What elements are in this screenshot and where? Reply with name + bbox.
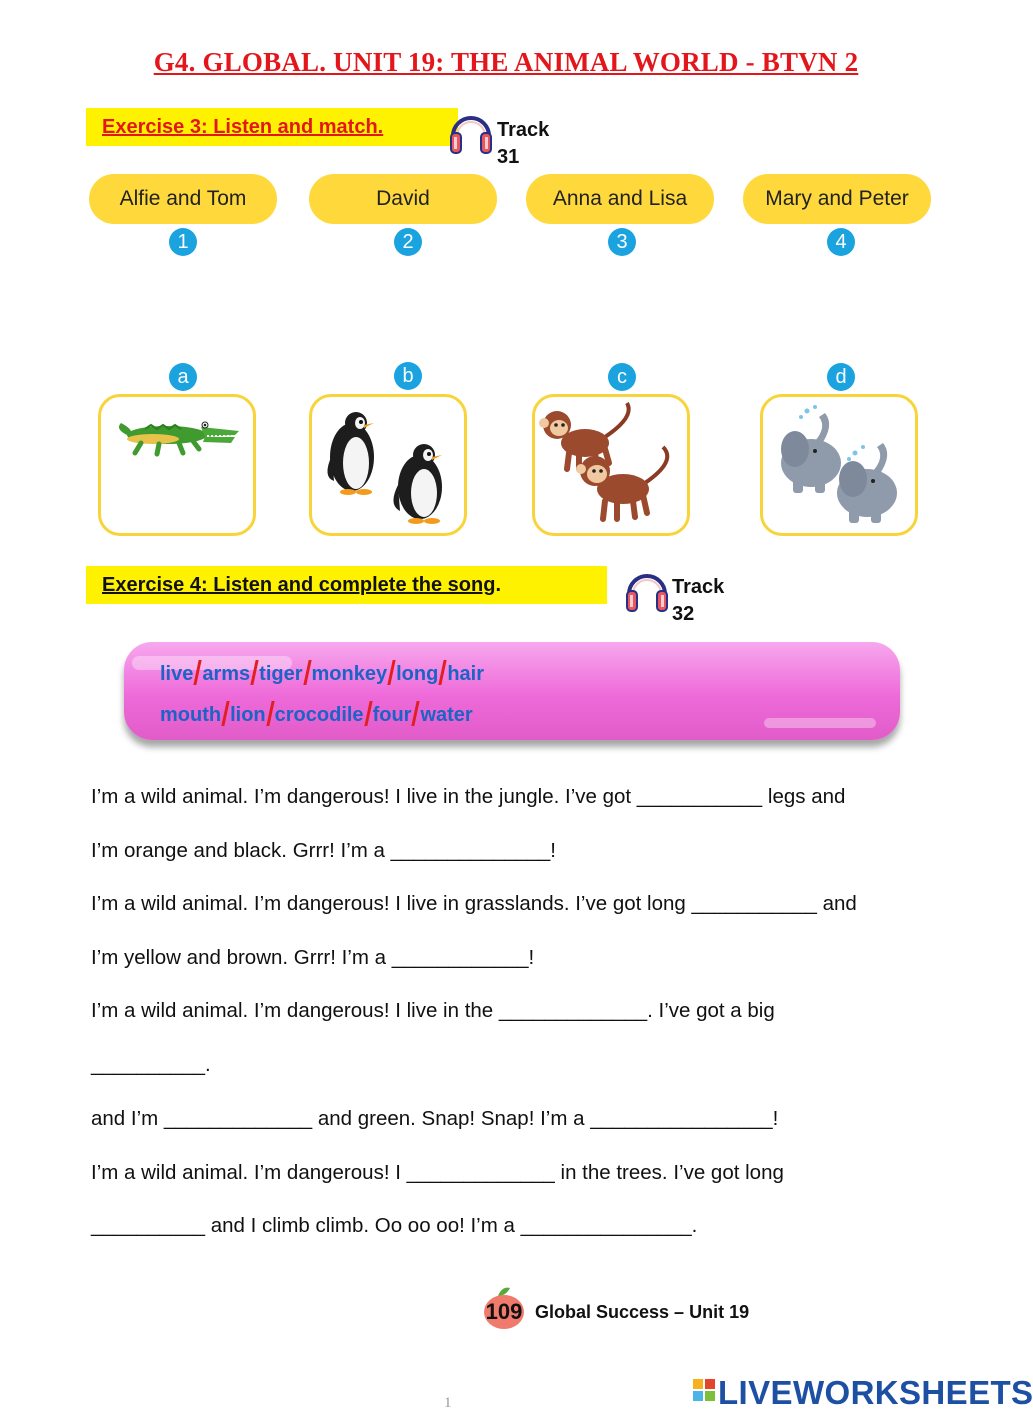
letter-badge-d[interactable]: d — [827, 363, 855, 391]
page-number: 1 — [444, 1395, 452, 1411]
exercise4-heading-period: . — [495, 574, 502, 596]
song-line: I’m a wild animal. I’m dangerous! I live in the jungle. I’ve got ___________ legs and — [91, 785, 846, 808]
letter-badge-c[interactable]: c — [608, 363, 636, 391]
word-bank-item: lion — [230, 704, 266, 726]
exercise3-heading: Exercise 3: Listen and match. — [102, 116, 384, 138]
word-bank-item: water — [420, 704, 473, 726]
word-bank-item: crocodile — [274, 704, 364, 726]
exercise4-banner — [86, 566, 607, 604]
song-line: I’m yellow and brown. Grrr! I’m a ____________! — [91, 946, 535, 969]
picture-box-d[interactable] — [760, 394, 918, 536]
song-line: I’m orange and black. Grrr! I’m a ______________! — [91, 839, 556, 862]
footer-unit-text: Global Success – Unit 19 — [535, 1302, 750, 1322]
word-bank-item: mouth — [160, 704, 222, 726]
picture-box-a[interactable] — [98, 394, 256, 536]
name-pill-4: Mary and Peter — [743, 174, 931, 224]
word-bank-item: arms — [202, 663, 251, 685]
number-badge-1[interactable]: 1 — [169, 228, 197, 256]
exercise4-heading: Exercise 4: Listen and complete the song — [102, 574, 496, 596]
name-pill-3: Anna and Lisa — [526, 174, 714, 224]
word-bank-item: four — [372, 704, 412, 726]
monkeys-picture — [535, 397, 687, 533]
headphones-icon[interactable] — [622, 564, 672, 614]
track-32-label: Track 32 — [672, 576, 725, 625]
number-badge-3[interactable]: 3 — [608, 228, 636, 256]
picture-box-c[interactable] — [532, 394, 690, 536]
song-line: I’m a wild animal. I’m dangerous! I live in the _____________. I’ve got a big — [91, 999, 775, 1022]
crocodile-picture — [101, 397, 253, 533]
picture-box-b[interactable] — [309, 394, 467, 536]
page-badge: 109 — [484, 1295, 524, 1329]
exercise4-heading-wrapper — [86, 566, 607, 604]
word-bank-item: tiger — [259, 663, 303, 685]
track-31-label: Track 31 — [497, 119, 550, 168]
song-line: and I’m _____________ and green. Snap! Snap! I’m a ________________! — [91, 1107, 779, 1130]
liveworksheets-brand[interactable]: LIVEWORKSHEETS — [718, 1374, 1033, 1411]
song-line: __________ and I climb climb. Oo oo oo! I’m a _______________. — [91, 1214, 698, 1237]
liveworksheets-logo-icon — [692, 1378, 716, 1402]
letter-badge-b[interactable]: b — [394, 362, 422, 390]
word-bank-item: hair — [447, 663, 485, 685]
exercise3-banner — [86, 108, 458, 146]
word-bank-item: long — [396, 663, 439, 685]
penguins-picture — [312, 397, 464, 533]
worksheet-title: G4. GLOBAL. UNIT 19: THE ANIMAL WORLD - BTVN 2 — [153, 47, 859, 77]
song-line: __________. — [91, 1053, 211, 1076]
song-line: I’m a wild animal. I’m dangerous! I live in grasslands. I’ve got long ___________ and — [91, 892, 857, 915]
letter-badge-a[interactable]: a — [169, 363, 197, 391]
word-bank-row-2 — [160, 701, 473, 727]
headphones-icon[interactable] — [446, 106, 496, 156]
number-badge-4[interactable]: 4 — [827, 228, 855, 256]
song-line: I’m a wild animal. I’m dangerous! I _____________ in the trees. I’ve got long — [91, 1161, 784, 1184]
name-pill-1: Alfie and Tom — [89, 174, 277, 224]
word-bank-row-1 — [160, 660, 484, 686]
name-pill-2: David — [309, 174, 497, 224]
word-bank-item: monkey — [311, 663, 388, 685]
elephants-picture — [763, 397, 915, 533]
word-bank-item: live — [160, 663, 194, 685]
number-badge-2[interactable]: 2 — [394, 228, 422, 256]
